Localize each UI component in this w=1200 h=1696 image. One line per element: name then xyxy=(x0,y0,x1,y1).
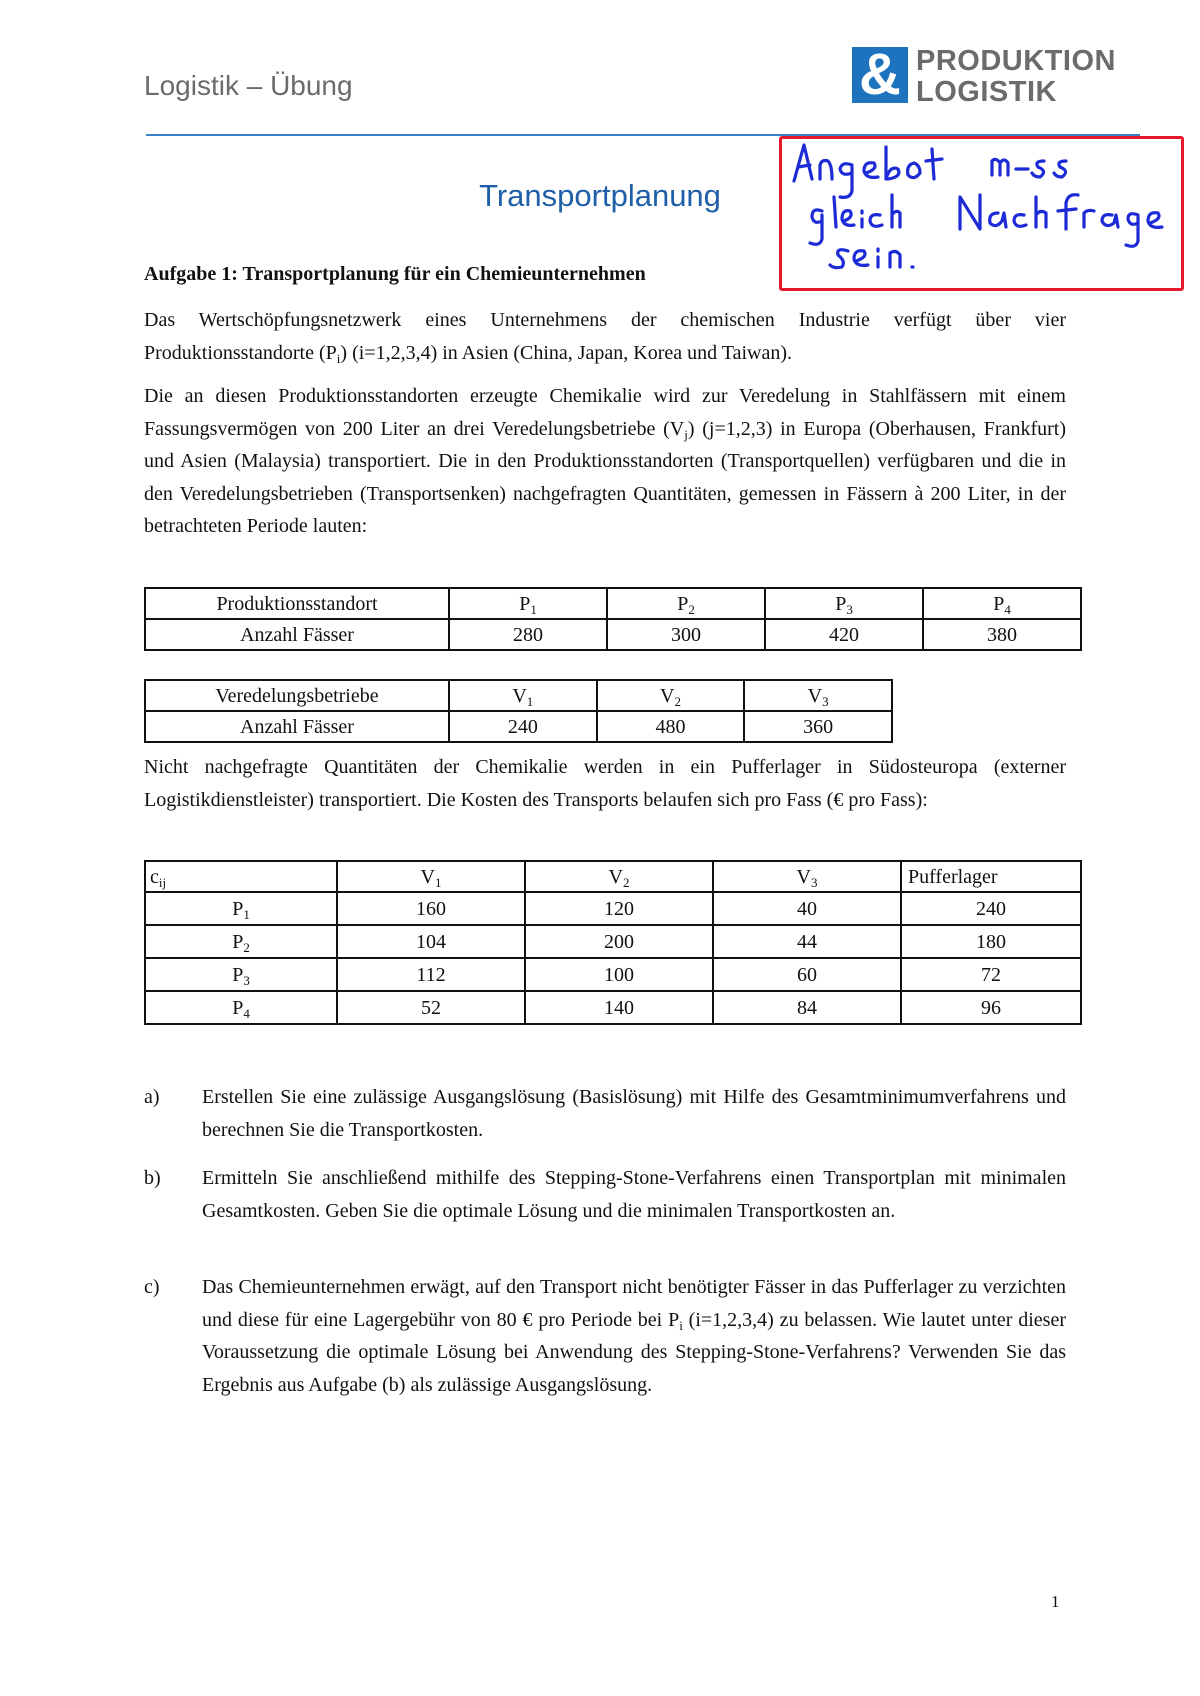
cost-cell: 240 xyxy=(901,892,1081,925)
cost-header-cell: $V_1$ xyxy=(337,861,525,892)
paragraph-description: Die an diesen Produktionsstandorten erzeugte Chemikalie wird zur Veredelung in Stahlfässern mit einem Fassungsvermögen von 200 Liter an drei Veredelungsbetriebe $(V_j)$ (j=1,2,3) in Europa (Oberhausen, Frankfurt) und Asien (Malaysia) transportiert. Die in den Produktionsstandorten (Transportquellen) verfügbaren und die in den Veredelungsbetrieben (Transportsenken) nachgefragten Quantitäten, gemessen in Fässern à 200 Liter, in der betrachteten Periode lauten: xyxy=(144,385,1066,537)
demand-header-cell: $V_2$ xyxy=(597,680,745,711)
cost-cell: 200 xyxy=(525,925,713,958)
cost-header-cell: $V_3$ xyxy=(713,861,901,892)
cost-cell: 100 xyxy=(525,958,713,991)
supply-header-cell: $P_1$ xyxy=(449,588,607,619)
cost-row xyxy=(145,925,1081,958)
cost-cell: 84 xyxy=(713,991,901,1024)
handwriting-drawing xyxy=(782,139,1187,294)
demand-table xyxy=(144,679,893,743)
cost-cell: 60 xyxy=(713,958,901,991)
cost-header-row xyxy=(145,861,1081,892)
demand-header-label: Veredelungsbetriebe xyxy=(145,680,449,711)
demand-value-row xyxy=(145,711,892,742)
paragraph-costs: Nicht nachgefragte Quantitäten der Chemikalie werden in ein Pufferlager in Südosteuropa (externer Logistikdienstleister) transportiert. Die Kosten des Transports belaufen sich pro Fass (€ pro Fass): xyxy=(144,756,1066,811)
cost-row-label: $P_4$ xyxy=(145,991,337,1024)
cost-corner-cell: $c_{ij}$ xyxy=(145,861,337,892)
supply-value-cell: 380 xyxy=(923,619,1081,650)
header-title: Logistik – Übung xyxy=(144,70,353,101)
cost-cell: 52 xyxy=(337,991,525,1024)
question-a xyxy=(144,1081,1066,1151)
supply-table xyxy=(144,587,1082,651)
question-text: Ermitteln Sie anschließend mithilfe des Stepping-Stone-Verfahrens einen Transportplan mit minimalen Gesamtkosten. Geben Sie die optimale Lösung und die minimalen Transportkosten an. xyxy=(202,1167,1066,1222)
question-label: a) xyxy=(144,1086,160,1108)
question-label: b) xyxy=(144,1167,161,1189)
cost-cell: 180 xyxy=(901,925,1081,958)
page-title: Transportplanung xyxy=(479,178,721,213)
supply-value-cell: 300 xyxy=(607,619,765,650)
cost-row-label: $P_1$ xyxy=(145,892,337,925)
supply-header-cell: $P_4$ xyxy=(923,588,1081,619)
question-text: Das Chemieunternehmen erwägt, auf den Transport nicht benötigter Fässer in das Pufferlager zu verzichten und diese für eine Lagergebühr von 80 € pro Periode bei $P_i$ (i=1,2,3,4) zu belassen. Wie lautet unter dieser Voraussetzung die optimale Lösung bei Anwendung des Stepping-Stone-Verfahrens? Verwenden Sie das Ergebnis aus Aufgabe (b) als zulässige Ausgangslösung. xyxy=(202,1276,1066,1396)
demand-row-label: Anzahl Fässer xyxy=(145,711,449,742)
cost-row xyxy=(145,958,1081,991)
cost-cell: 40 xyxy=(713,892,901,925)
supply-header-cell: $P_3$ xyxy=(765,588,923,619)
logo-text-line2: LOGISTIK xyxy=(916,76,1057,108)
supply-value-row xyxy=(145,619,1081,650)
supply-header-cell: $P_2$ xyxy=(607,588,765,619)
cost-header-cell: Pufferlager xyxy=(901,861,1081,892)
cost-row xyxy=(145,991,1081,1024)
cost-cell: 112 xyxy=(337,958,525,991)
supply-header-label: Produktionsstandort xyxy=(145,588,449,619)
question-label: c) xyxy=(144,1276,160,1298)
logo-ampersand: & xyxy=(859,42,901,107)
question-c xyxy=(144,1271,1066,1441)
demand-value-cell: 360 xyxy=(744,711,892,742)
paragraph-intro: Das Wertschöpfungsnetzwerk eines Unternehmens der chemischen Industrie verfügt über vier Produktionsstandorte $(P_i)$ (i=1,2,3,4) in Asien (China, Japan, Korea und Taiwan). xyxy=(144,309,1066,366)
annotation-text xyxy=(782,139,783,140)
cost-cell: 104 xyxy=(337,925,525,958)
demand-header-cell: $V_3$ xyxy=(744,680,892,711)
demand-value-cell: 240 xyxy=(449,711,597,742)
cost-table xyxy=(144,860,1082,1025)
demand-header-cell: $V_1$ xyxy=(449,680,597,711)
cost-row-label: $P_3$ xyxy=(145,958,337,991)
supply-value-cell: 280 xyxy=(449,619,607,650)
supply-value-cell: 420 xyxy=(765,619,923,650)
cost-cell: 72 xyxy=(901,958,1081,991)
demand-header-row xyxy=(145,680,892,711)
cost-cell: 96 xyxy=(901,991,1081,1024)
cost-cell: 44 xyxy=(713,925,901,958)
supply-row-label: Anzahl Fässer xyxy=(145,619,449,650)
cost-header-cell: $V_2$ xyxy=(525,861,713,892)
question-text: Erstellen Sie eine zulässige Ausgangslösung (Basislösung) mit Hilfe des Gesamtminimumverfahrens und berechnen Sie die Transportkosten. xyxy=(202,1086,1066,1141)
page-number: 1 xyxy=(1051,1592,1060,1611)
logo-text-line1: PRODUKTION xyxy=(916,45,1116,77)
cost-cell: 160 xyxy=(337,892,525,925)
cost-cell: 140 xyxy=(525,991,713,1024)
cost-cell: 120 xyxy=(525,892,713,925)
question-b xyxy=(144,1162,1066,1262)
supply-header-row xyxy=(145,588,1081,619)
cost-row-label: $P_2$ xyxy=(145,925,337,958)
demand-value-cell: 480 xyxy=(597,711,745,742)
task-heading: Aufgabe 1: Transportplanung für ein Chemieunternehmen xyxy=(144,263,646,285)
cost-row xyxy=(145,892,1081,925)
